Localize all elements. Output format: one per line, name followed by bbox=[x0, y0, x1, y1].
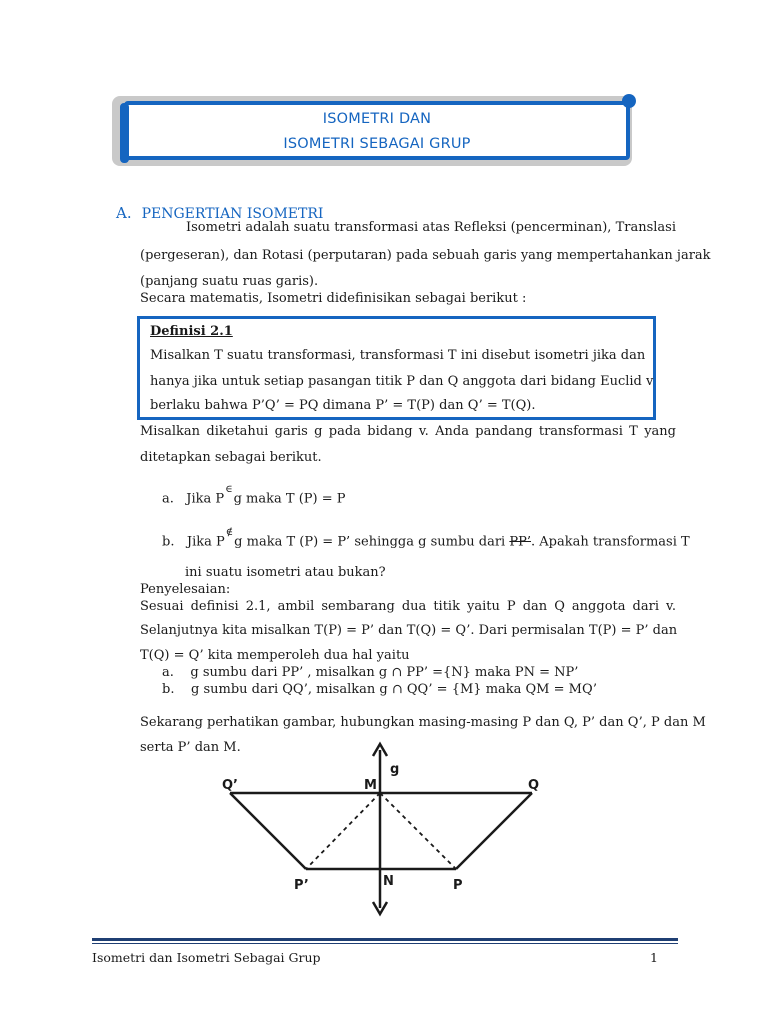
solution-item-a-text: g sumbu dari PP’ , misalkan g ∩ PP’ ={N} maka PN = NP’ bbox=[190, 665, 579, 680]
problem-item-b-post: . Apakah transformasi T bbox=[531, 534, 690, 550]
problem-item-b bbox=[162, 527, 690, 550]
label-g: g bbox=[390, 762, 400, 777]
problem-item-b-mid: g maka T (P) = P’ sehingga g sumbu dari bbox=[234, 534, 506, 550]
element-of-symbol: ∈ bbox=[225, 484, 233, 495]
title-line-1: ISOMETRI DAN bbox=[322, 111, 432, 127]
segment-q-prime-p-prime bbox=[230, 793, 306, 869]
intro-line-1: Isometri adalah suatu transformasi atas Refleksi (pencerminan), Translasi bbox=[186, 220, 676, 235]
section-title: PENGERTIAN ISOMETRI bbox=[141, 206, 324, 222]
closing-line-1: Sekarang perhatikan gambar, hubungkan masing-masing P dan Q, P’ dan Q’, P dan M bbox=[140, 715, 706, 730]
page-number: 1 bbox=[650, 950, 658, 965]
problem-item-a-marker: a. bbox=[162, 491, 174, 507]
problem-item-a-post: g maka T (P) = P bbox=[233, 491, 346, 507]
solution-item-a bbox=[162, 665, 578, 681]
segment-q-p bbox=[456, 793, 532, 869]
intro-line-4: Secara matematis, Isometri didefinisikan sebagai berikut : bbox=[140, 291, 527, 306]
segment-m-p-prime bbox=[306, 793, 380, 869]
intro-line-2: (pergeseran), dan Rotasi (perputaran) pada sebuah garis yang mempertahankan jarak bbox=[140, 248, 711, 263]
problem-item-a-pre: Jika P bbox=[186, 491, 225, 507]
intro-line-3: (panjang suatu ruas garis). bbox=[140, 274, 319, 289]
label-p-prime: P’ bbox=[294, 878, 309, 893]
definition-line-1: Misalkan T suatu transformasi, transformasi T ini disebut isometri jika dan bbox=[150, 348, 646, 363]
closing-line-2: serta P’ dan M. bbox=[140, 740, 241, 755]
definition-line-2: hanya jika untuk setiap pasangan titik P dan Q anggota dari bidang Euclid v bbox=[150, 374, 654, 389]
problem-item-b-marker: b. bbox=[162, 534, 175, 550]
label-q-prime: Q’ bbox=[222, 778, 238, 793]
problem-item-a bbox=[162, 484, 346, 507]
solution-item-b-marker: b. bbox=[162, 682, 175, 697]
label-n: N bbox=[383, 874, 394, 889]
definition-title: Definisi 2.1 bbox=[150, 324, 233, 339]
definition-line-3: berlaku bahwa P’Q’ = PQ dimana P’ = T(P) dan Q’ = T(Q). bbox=[150, 398, 536, 413]
segment-m-p bbox=[380, 793, 456, 869]
label-q: Q bbox=[528, 778, 540, 793]
label-m: M bbox=[364, 778, 377, 793]
solution-line-3: T(Q) = Q’ kita memperoleh dua hal yaitu bbox=[140, 648, 410, 663]
solution-label: Penyelesaian: bbox=[140, 582, 231, 597]
isometry-figure bbox=[210, 740, 550, 920]
section-letter: A. bbox=[116, 204, 132, 222]
problem-item-b-strike: PP’ bbox=[509, 534, 531, 550]
problem-item-b-line-2: ini suatu isometri atau bukan? bbox=[185, 565, 386, 580]
footer-title: Isometri dan Isometri Sebagai Grup bbox=[92, 950, 321, 965]
title-box-dot bbox=[622, 94, 636, 108]
label-p: P bbox=[453, 878, 463, 893]
solution-line-2: Selanjutnya kita misalkan T(P) = P’ dan T(Q) = Q’. Dari permisalan T(P) = P’ dan bbox=[140, 623, 678, 638]
footer-rule bbox=[92, 938, 678, 941]
solution-item-a-marker: a. bbox=[162, 665, 174, 680]
footer-rule-thin bbox=[92, 943, 678, 944]
problem-item-b-pre: Jika P bbox=[186, 534, 225, 550]
solution-item-b-text: g sumbu dari QQ’, misalkan g ∩ QQ’ = {M} maka QM = MQ’ bbox=[191, 682, 597, 697]
solution-item-b bbox=[162, 682, 597, 698]
title-line-2: ISOMETRI SEBAGAI GRUP bbox=[283, 136, 471, 152]
not-element-of-symbol: ∉ bbox=[225, 527, 234, 538]
problem-line-2: ditetapkan sebagai berikut. bbox=[140, 450, 322, 465]
solution-line-1: Sesuai definisi 2.1, ambil sembarang dua titik yaitu P dan Q anggota dari v. bbox=[140, 599, 676, 614]
problem-line-1: Misalkan diketahui garis g pada bidang v. Anda pandang transformasi T yang bbox=[140, 424, 676, 439]
